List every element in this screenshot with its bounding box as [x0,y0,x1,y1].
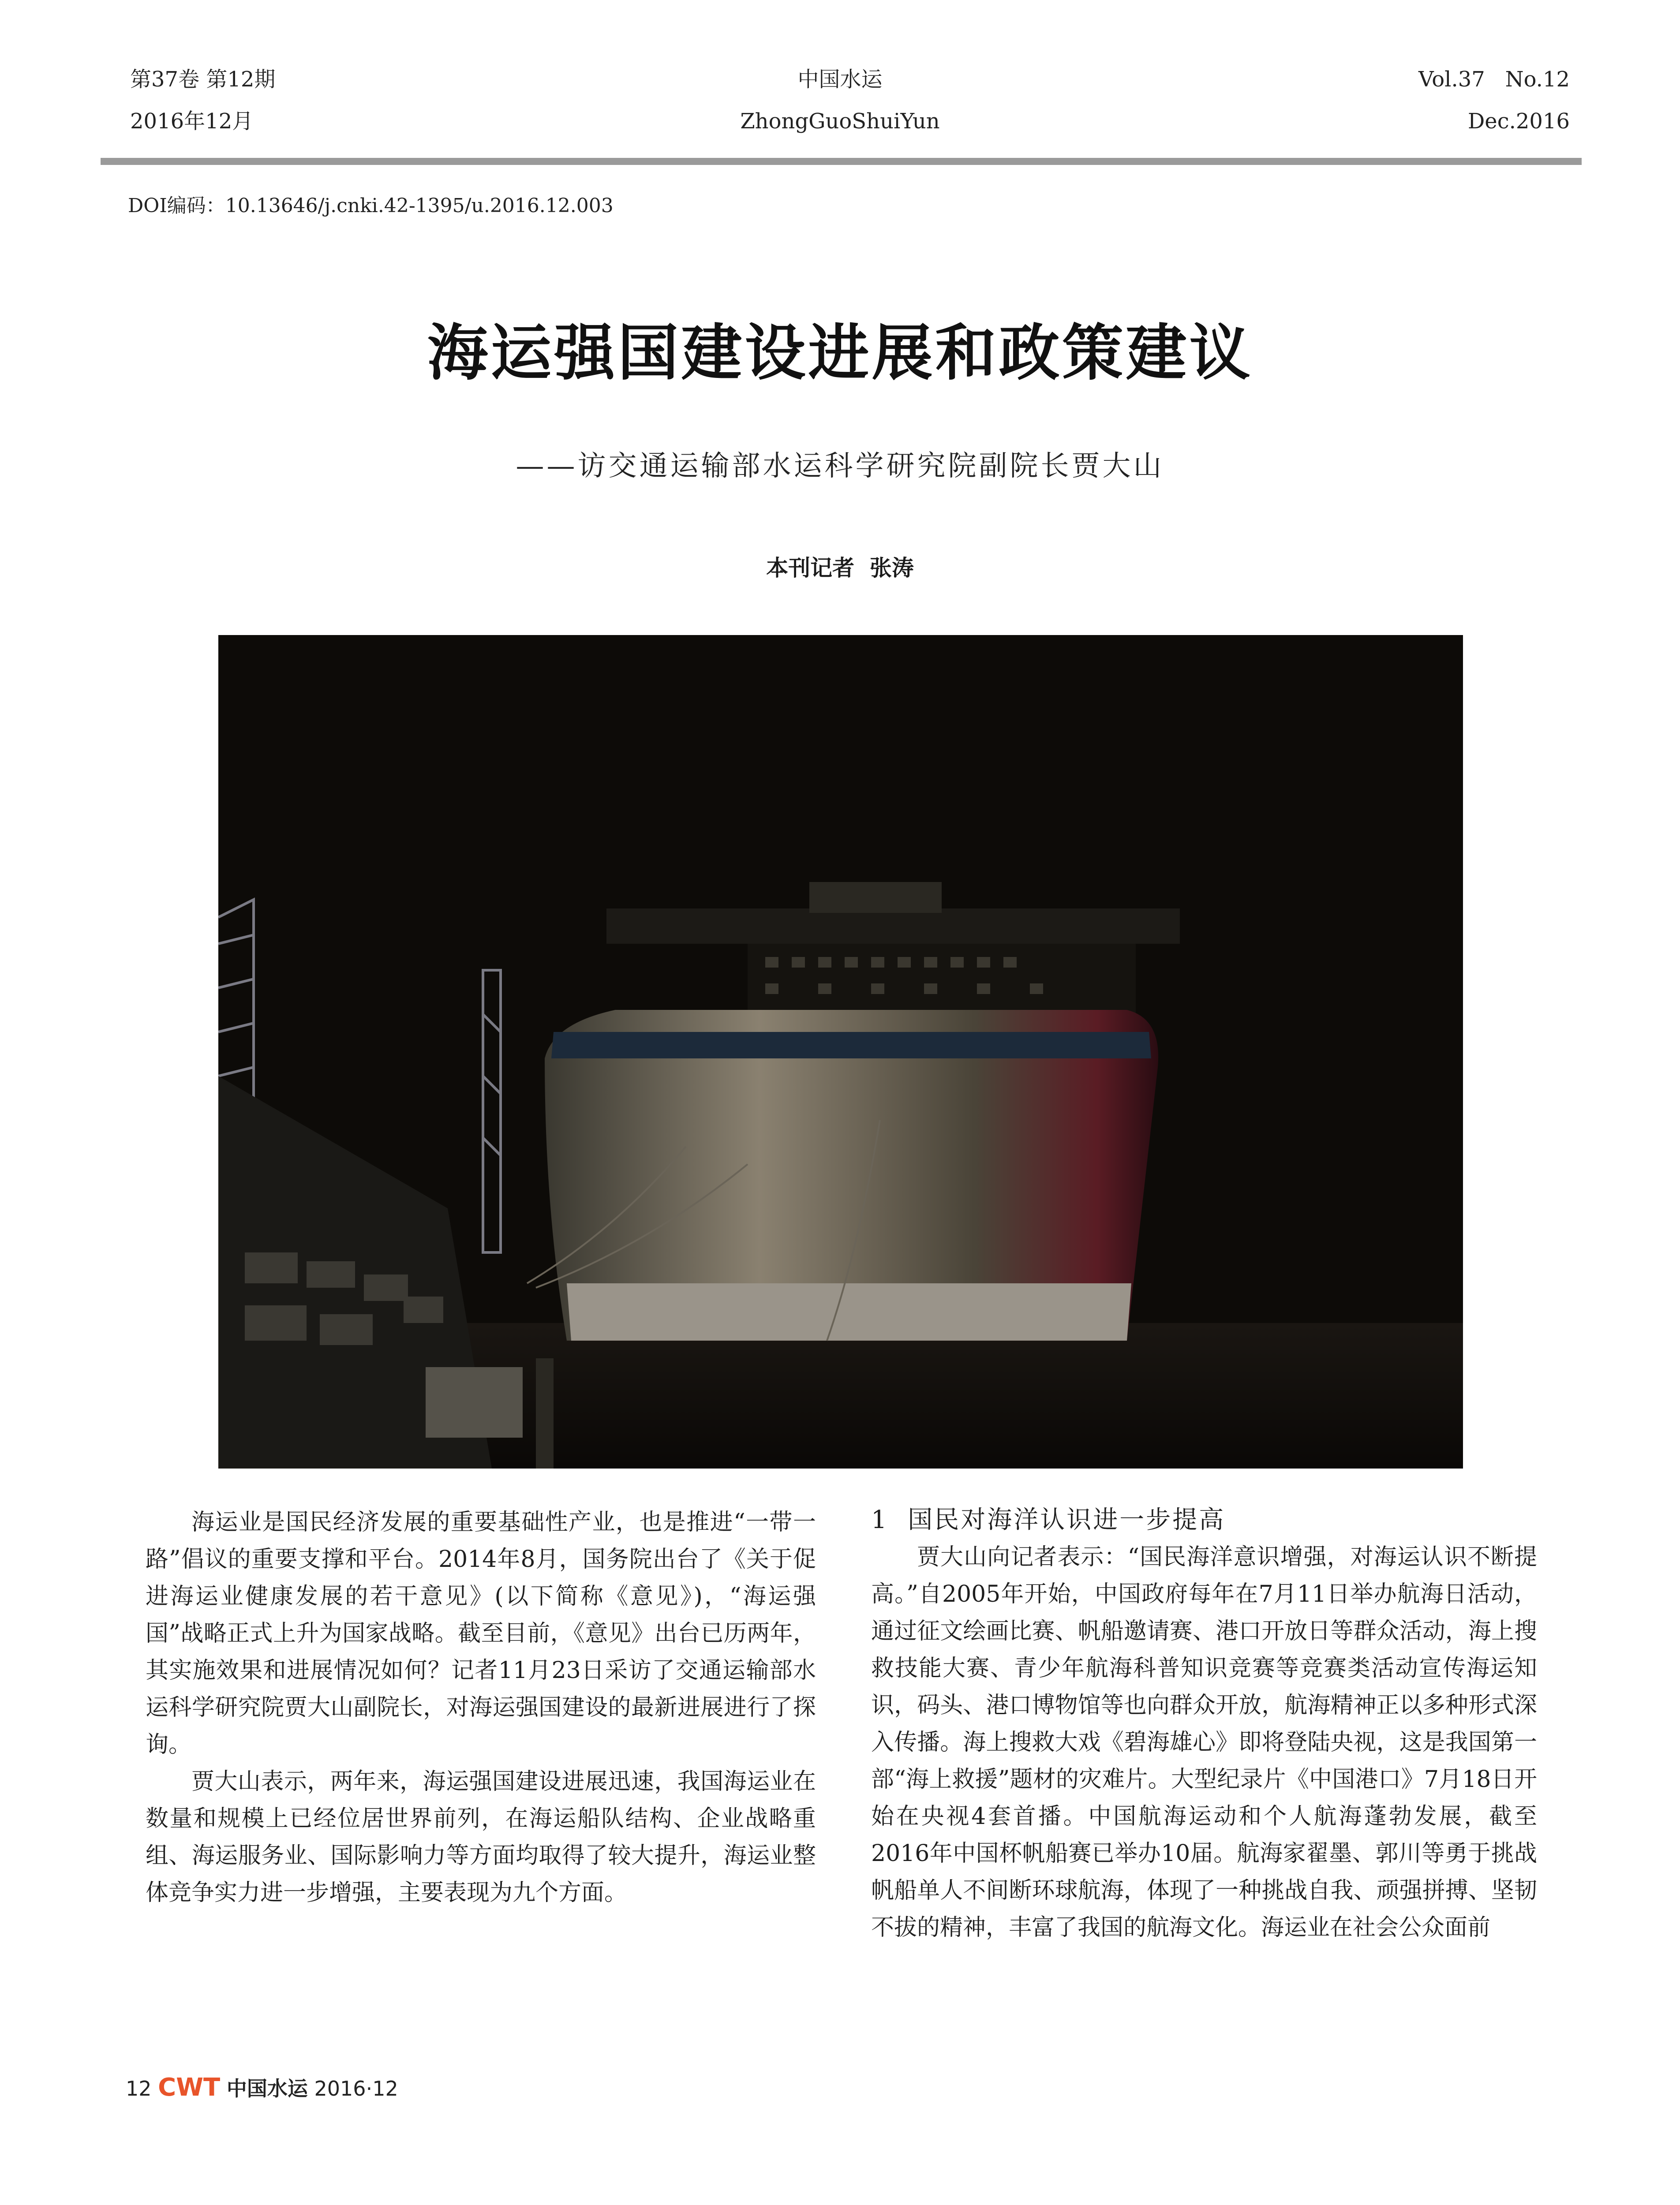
journal-date-en: Dec.2016 [1467,109,1570,134]
journal-volume-en: Vol.37 No.12 [1418,67,1570,92]
page-number: 12 [126,2077,152,2100]
journal-volume: 第37卷 第12期 [130,67,276,92]
article-author: 本刊记者 张涛 [766,555,914,581]
footer-magazine: 中国水运 [226,2077,308,2100]
right-paragraph-1: 贾大山向记者表示：“国民海洋意识增强，对海运认识不断提高。”自2005年开始，中国政府每年在7月11日举办航海日活动，通过征文绘画比赛、帆船邀请赛、港口开放日等群众活动，海上搜救技能大赛、青少年航海科普知识竞赛等竞赛类活动宣传海运知识，码头、港口博物馆等也向群众开放，航海精神正以多种形式深入传播。海上搜救大戏《碧海雄心》即将登陆央视，这是我国第一部“海上救援”题材的灾难片。大型纪录片《中国港口》7月18日开始在央视4套首播。中国航海运动和个人航海蓬勃发展，截至2016年中国杯帆船赛已举办10届。航海家翟墨、郭川等勇于挑战帆船单人不间断环球航海，体现了一种挑战自我、顽强拼搏、坚韧不拔的精神，丰富了我国的航海文化。海运业在社会公众面前 [871,1544,1537,1941]
left-column [146,1504,816,1911]
footer-issue: 2016·12 [314,2077,398,2100]
left-paragraph-2: 贾大山表示，两年来，海运强国建设进展迅速，我国海运业在数量和规模上已经位居世界前列，在海运船队结构、企业战略重组、海运服务业、国际影响力等方面均取得了较大提升，海运业整体竞争实力进一步增强，主要表现为九个方面。 [146,1768,816,1906]
cwt-logo: CWT [158,2073,221,2102]
left-paragraph-1: 海运业是国民经济发展的重要基础性产业，也是推进“一带一路”倡议的重要支撑和平台。2014年8月，国务院出台了《关于促进海运业健康发展的若干意见》(以下简称《意见》)，“海运强国”战略正式上升为国家战略。截至目前，《意见》出台已历两年，其实施效果和进展情况如何？记者11月23日采访了交通运输部水运科学研究院贾大山副院长，对海运强国建设的最新进展进行了探询。 [146,1509,816,1758]
doi: DOI编码：10.13646/j.cnki.42-1395/u.2016.12.003 [128,194,614,217]
journal-name: 中国水运 [797,67,883,92]
header-rule [101,158,1582,165]
article-subtitle: ——访交通运输部水运科学研究院副院长贾大山 [516,450,1164,482]
section-heading: 1 国民对海洋认识进一步提高 [871,1506,1226,1534]
ship-photo [218,635,1463,1469]
page-footer [126,2073,398,2102]
journal-date-cn: 2016年12月 [130,109,254,134]
right-column [871,1502,1537,1946]
journal-name-pinyin: ZhongGuoShuiYun [740,109,940,134]
article-title: 海运强国建设进展和政策建议 [427,317,1253,389]
